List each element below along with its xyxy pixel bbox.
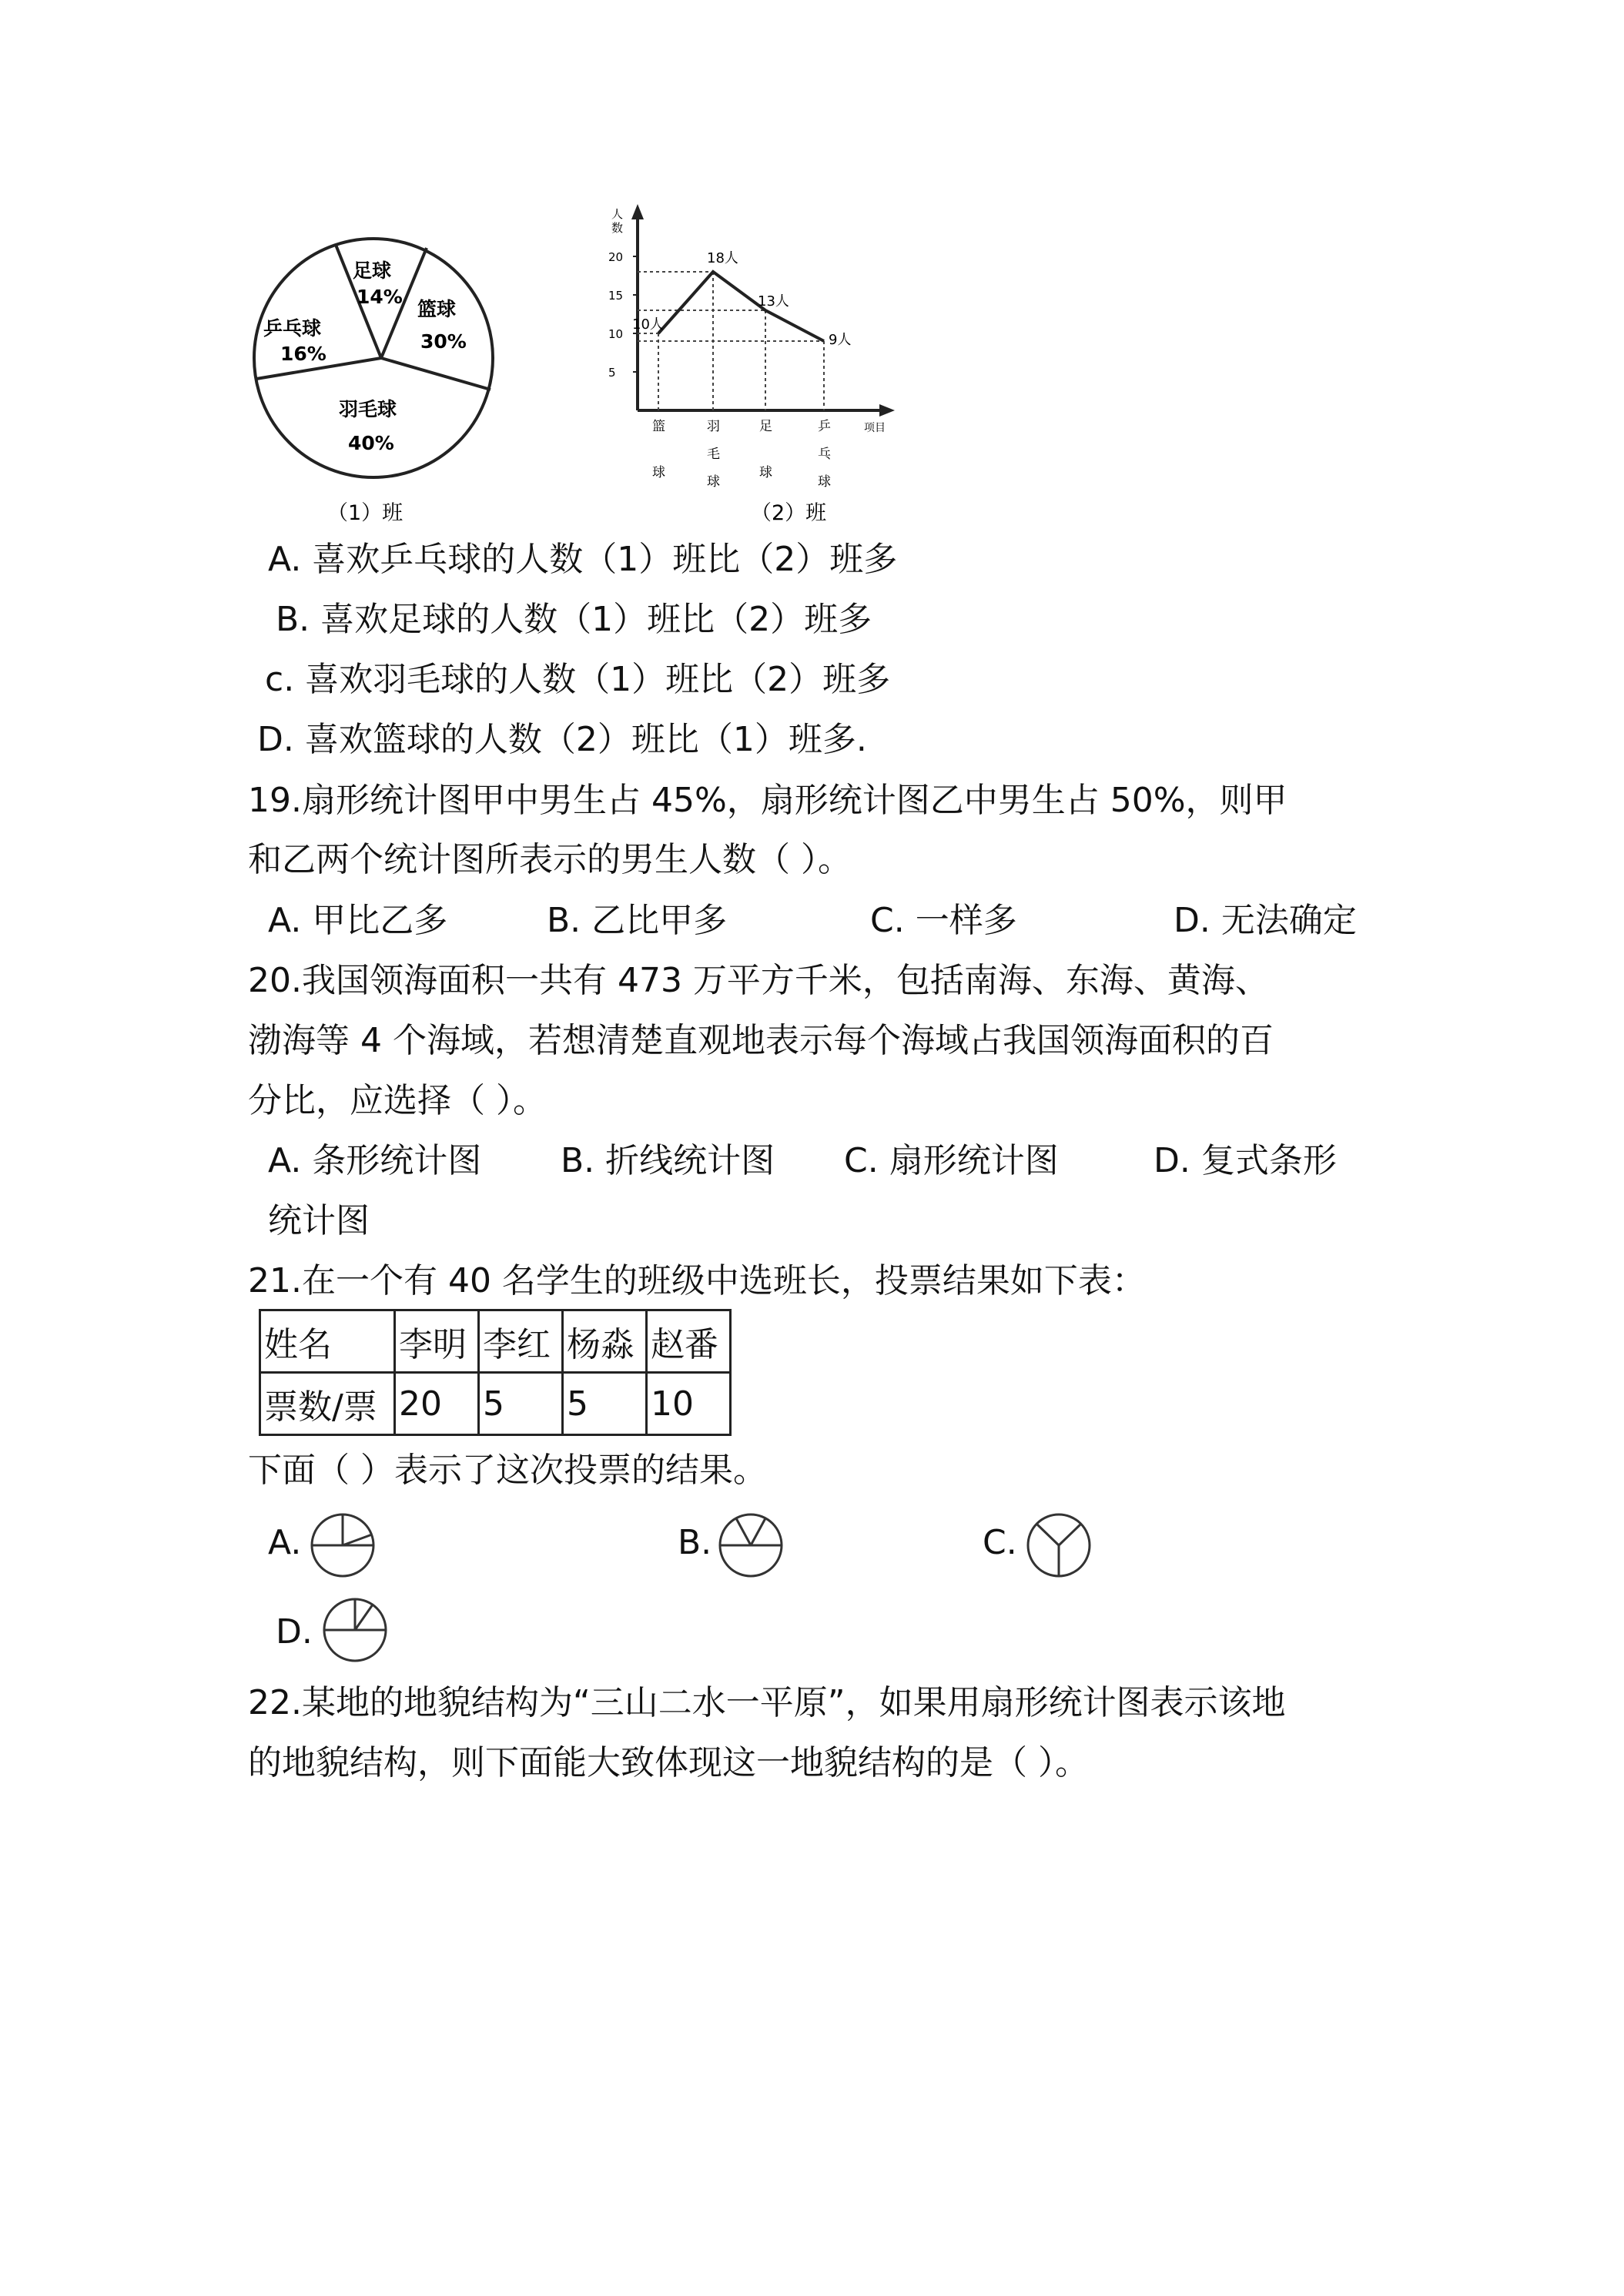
q20-option-d-cont: 统计图 xyxy=(268,1201,370,1240)
q21-option-a[interactable]: A. xyxy=(268,1523,302,1562)
q19-stem-line2: 和乙两个统计图所表示的男生人数（ ）。 xyxy=(248,840,852,879)
series-line xyxy=(658,272,824,341)
table-cell: 李红 xyxy=(479,1310,563,1373)
q18-option-d[interactable]: D. 喜欢篮球的人数（2）班比（1）班多. xyxy=(257,720,867,759)
point-label: 18人 xyxy=(707,250,738,266)
q21-option-b-pie-icon[interactable] xyxy=(716,1511,785,1580)
pie-divider-3 xyxy=(381,358,491,390)
q18-option-b[interactable]: B. 喜欢足球的人数（1）班比（2）班多 xyxy=(276,600,872,639)
y-axis-arrow xyxy=(631,204,644,219)
category-label: 足球 xyxy=(759,419,772,480)
pie-label-basketball: 篮球 xyxy=(417,298,457,320)
y-tick-label: 10 xyxy=(608,327,624,341)
q19-option-b[interactable]: B. 乙比甲多 xyxy=(547,901,728,940)
table-cell: 姓名 xyxy=(260,1310,395,1373)
q20-option-c[interactable]: C. 扇形统计图 xyxy=(844,1141,1059,1180)
pie-label-football: 足球 xyxy=(353,259,392,282)
pie-label-badminton: 羽毛球 xyxy=(339,398,397,420)
y-tick-label: 20 xyxy=(608,250,624,264)
vote-table xyxy=(259,1309,732,1436)
q20-stem-line3: 分比，应选择（ ）。 xyxy=(248,1081,547,1120)
q20-stem-line2: 渤海等 4 个海域，若想清楚直观地表示每个海域占我国领海面积的百 xyxy=(248,1021,1274,1060)
x-axis-arrow xyxy=(879,404,895,417)
point-label: 9人 xyxy=(829,332,852,348)
pie-caption: （1）班 xyxy=(327,501,403,525)
q21-option-c[interactable]: C. xyxy=(983,1523,1017,1562)
table-cell: 票数/票 xyxy=(260,1373,395,1435)
q19-option-d[interactable]: D. 无法确定 xyxy=(1174,901,1357,940)
q21-option-d[interactable]: D. xyxy=(276,1612,313,1652)
pie-pct-badminton: 40% xyxy=(348,432,394,454)
y-axis-label-1: 人 xyxy=(611,207,624,221)
q21-option-c-pie-icon[interactable] xyxy=(1024,1511,1093,1580)
y-axis-label-2: 数 xyxy=(611,221,624,235)
pie-label-pingpong: 乒乓球 xyxy=(263,317,322,340)
q20-option-a[interactable]: A. 条形统计图 xyxy=(268,1141,482,1180)
table-cell: 李明 xyxy=(395,1310,479,1373)
category-label: 篮球 xyxy=(652,419,665,480)
category-label: 羽毛球 xyxy=(707,419,720,490)
q20-option-b[interactable]: B. 折线统计图 xyxy=(561,1141,775,1180)
pie-chart xyxy=(246,231,501,531)
q21-option-d-pie-icon[interactable] xyxy=(320,1595,390,1665)
table-cell: 20 xyxy=(395,1373,479,1435)
table-row xyxy=(260,1310,731,1373)
table-row xyxy=(260,1373,731,1435)
q22-stem-line1: 22.某地的地貌结构为“三山二水一平原”，如果用扇形统计图表示该地 xyxy=(248,1683,1286,1722)
pie-pct-basketball: 30% xyxy=(420,330,467,353)
line-chart xyxy=(593,196,978,535)
table-cell: 赵番 xyxy=(647,1310,731,1373)
q19-option-a[interactable]: A. 甲比乙多 xyxy=(268,901,448,940)
line-caption: （2）班 xyxy=(751,501,827,525)
category-label: 乒乓球 xyxy=(818,419,831,490)
point-label: 10人 xyxy=(632,316,664,333)
table-cell: 5 xyxy=(563,1373,647,1435)
q18-option-c[interactable]: c. 喜欢羽毛球的人数（1）班比（2）班多 xyxy=(265,660,891,699)
pie-pct-football: 14% xyxy=(357,286,403,308)
q18-option-a[interactable]: A. 喜欢乒乓球的人数（1）班比（2）班多 xyxy=(268,540,898,579)
q19-stem-line1: 19.扇形统计图甲中男生占 45%，扇形统计图乙中男生占 50%，则甲 xyxy=(248,781,1287,820)
y-tick-label: 15 xyxy=(608,289,624,303)
table-cell: 5 xyxy=(479,1373,563,1435)
table-cell: 杨淼 xyxy=(563,1310,647,1373)
q19-option-c[interactable]: C. 一样多 xyxy=(870,901,1017,940)
q21-stem-line2: 下面（ ）表示了这次投票的结果。 xyxy=(248,1451,767,1490)
q21-stem-line1: 21.在一个有 40 名学生的班级中选班长，投票结果如下表： xyxy=(248,1261,1146,1300)
x-axis-label: 项目 xyxy=(864,422,886,434)
point-label: 13人 xyxy=(758,293,789,310)
q20-stem-line1: 20.我国领海面积一共有 473 万平方千米，包括南海、东海、黄海、 xyxy=(248,961,1269,1000)
y-tick-label: 5 xyxy=(608,366,616,380)
table-cell: 10 xyxy=(647,1373,731,1435)
pie-pct-pingpong: 16% xyxy=(280,343,326,365)
q20-option-d[interactable]: D. 复式条形 xyxy=(1154,1141,1337,1180)
q22-stem-line2: 的地貌结构，则下面能大致体现这一地貌结构的是（ ）。 xyxy=(248,1743,1089,1782)
q21-option-a-pie-icon[interactable] xyxy=(308,1511,377,1580)
q21-option-b[interactable]: B. xyxy=(678,1523,712,1562)
